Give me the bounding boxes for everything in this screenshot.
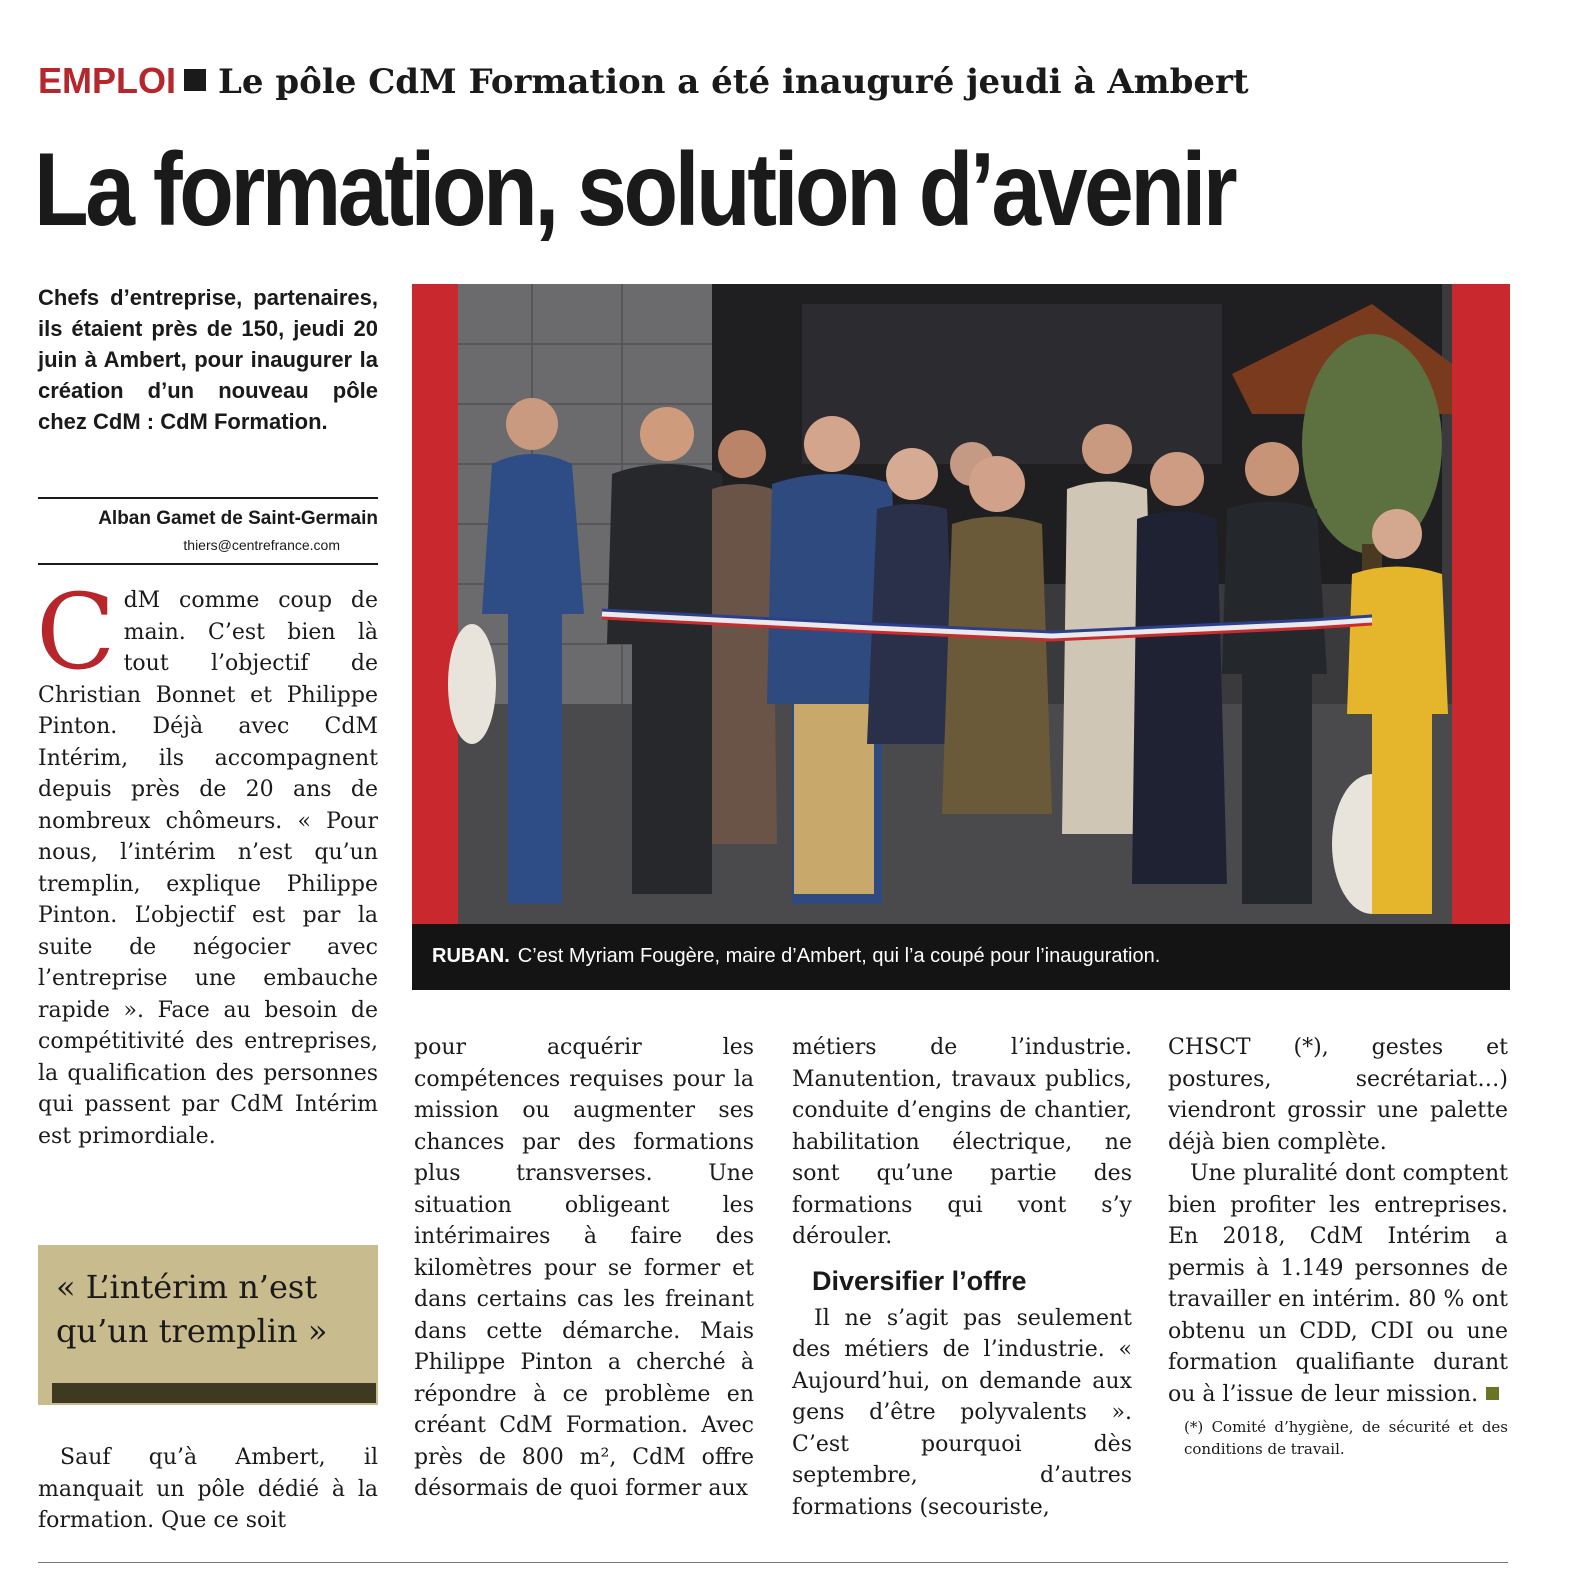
- rubric-label: EMPLOI: [38, 60, 177, 101]
- bottom-rule: [38, 1562, 1508, 1563]
- kicker-text: Le pôle CdM Formation a été inauguré jeudi à Ambert: [218, 62, 1249, 102]
- kicker: [38, 58, 1538, 104]
- body-column-3: [792, 1032, 1132, 1523]
- footnote: (*) Comité d’hygiène, de sécurité et des conditions de travail.: [1184, 1418, 1508, 1458]
- byline-email: thiers@centrefrance.com: [183, 537, 340, 553]
- body-paragraph-2-continued: pour acquérir les compétences requises pour la mission ou augmenter ses chances par des formations plus transverses. Une situation obligeant les intérimaires à faire des kilomètres pour se former et dans certains cas les freinant dans cette démarche. Mais Philippe Pinton a cherché à répondre à ce problème en créant CdM Formation. Avec près de 800 m², CdM offre désormais de quoi former aux: [414, 1035, 754, 1501]
- subheading: Diversifier l’offre: [812, 1265, 1027, 1296]
- byline-author: Alban Gamet de Saint-Germain: [98, 508, 378, 529]
- byline-rule-top: [38, 497, 378, 499]
- body-paragraph-2-start: Sauf qu’à Ambert, il manquait un pôle dédié à la formation. Que ce soit: [38, 1445, 378, 1533]
- headline: La formation, solution d’avenir: [34, 132, 1235, 248]
- square-bullet-icon: [184, 69, 206, 91]
- body-paragraph-1: dM comme coup de main. C’est bien là tout l’objectif de Christian Bonnet et Philippe Pinton. Déjà avec CdM Intérim, ils accompagnent depuis près de 20 ans de nombreux chômeurs. « Pour nous, l’intérim n’est qu’un tremplin, explique Philippe Pinton. L’objectif est par la suite de négocier avec l’entreprise une embauche rapide ». Face au besoin de compétitivité des entreprises, la qualification des personnes qui passent par CdM Intérim est primordiale.: [38, 588, 378, 1149]
- inauguration-photo: [412, 284, 1510, 924]
- body-column-2: [414, 1032, 754, 1505]
- pull-quote-text: « L’intérim n’est qu’un tremplin »: [56, 1268, 328, 1350]
- photo-caption: [432, 940, 1492, 972]
- drop-cap: C: [36, 571, 116, 693]
- body-paragraph-4: Une pluralité dont comptent bien profiter les entreprises. En 2018, CdM Intérim a permis à 1.149 personnes de travailler en intérim. 80 % ont obtenu un CDD, CDI ou une formation qualifiante durant ou à l’issue de leur mission.: [1168, 1161, 1508, 1407]
- end-mark-icon: [1486, 1387, 1499, 1400]
- body-column-4: [1168, 1032, 1508, 1460]
- caption-label: RUBAN.: [432, 945, 510, 967]
- pull-quote-bar: [52, 1383, 376, 1403]
- body-paragraph-3-end: CHSCT (*), gestes et postures, secrétariat…) viendront grossir une palette déjà bien complète.: [1168, 1035, 1508, 1155]
- byline-rule-bottom: [38, 563, 378, 565]
- body-paragraph-3: Il ne s’agit pas seulement des métiers de l’industrie. « Aujourd’hui, on demande aux gens d’être polyvalents ». C’est pourquoi dès septembre, d’autres formations (secouriste,: [792, 1305, 1132, 1520]
- inauguration-photo-illustration: [412, 284, 1510, 924]
- body-paragraph-2-end: métiers de l’industrie. Manutention, travaux publics, conduite d’engins de chantier, habilitation électrique, ne sont qu’une partie des formations qui vont s’y dérouler.: [792, 1035, 1132, 1249]
- caption-text: C’est Myriam Fougère, maire d’Ambert, qui l’a coupé pour l’inauguration.: [517, 945, 1161, 967]
- body-column-1-bottom: [38, 1442, 378, 1537]
- body-column-1: [36, 571, 378, 1152]
- lead-paragraph: Chefs d’entreprise, partenaires, ils étaient près de 150, jeudi 20 juin à Ambert, pour inaugurer la création d’un nouveau pôle chez CdM : CdM Formation.: [38, 285, 378, 434]
